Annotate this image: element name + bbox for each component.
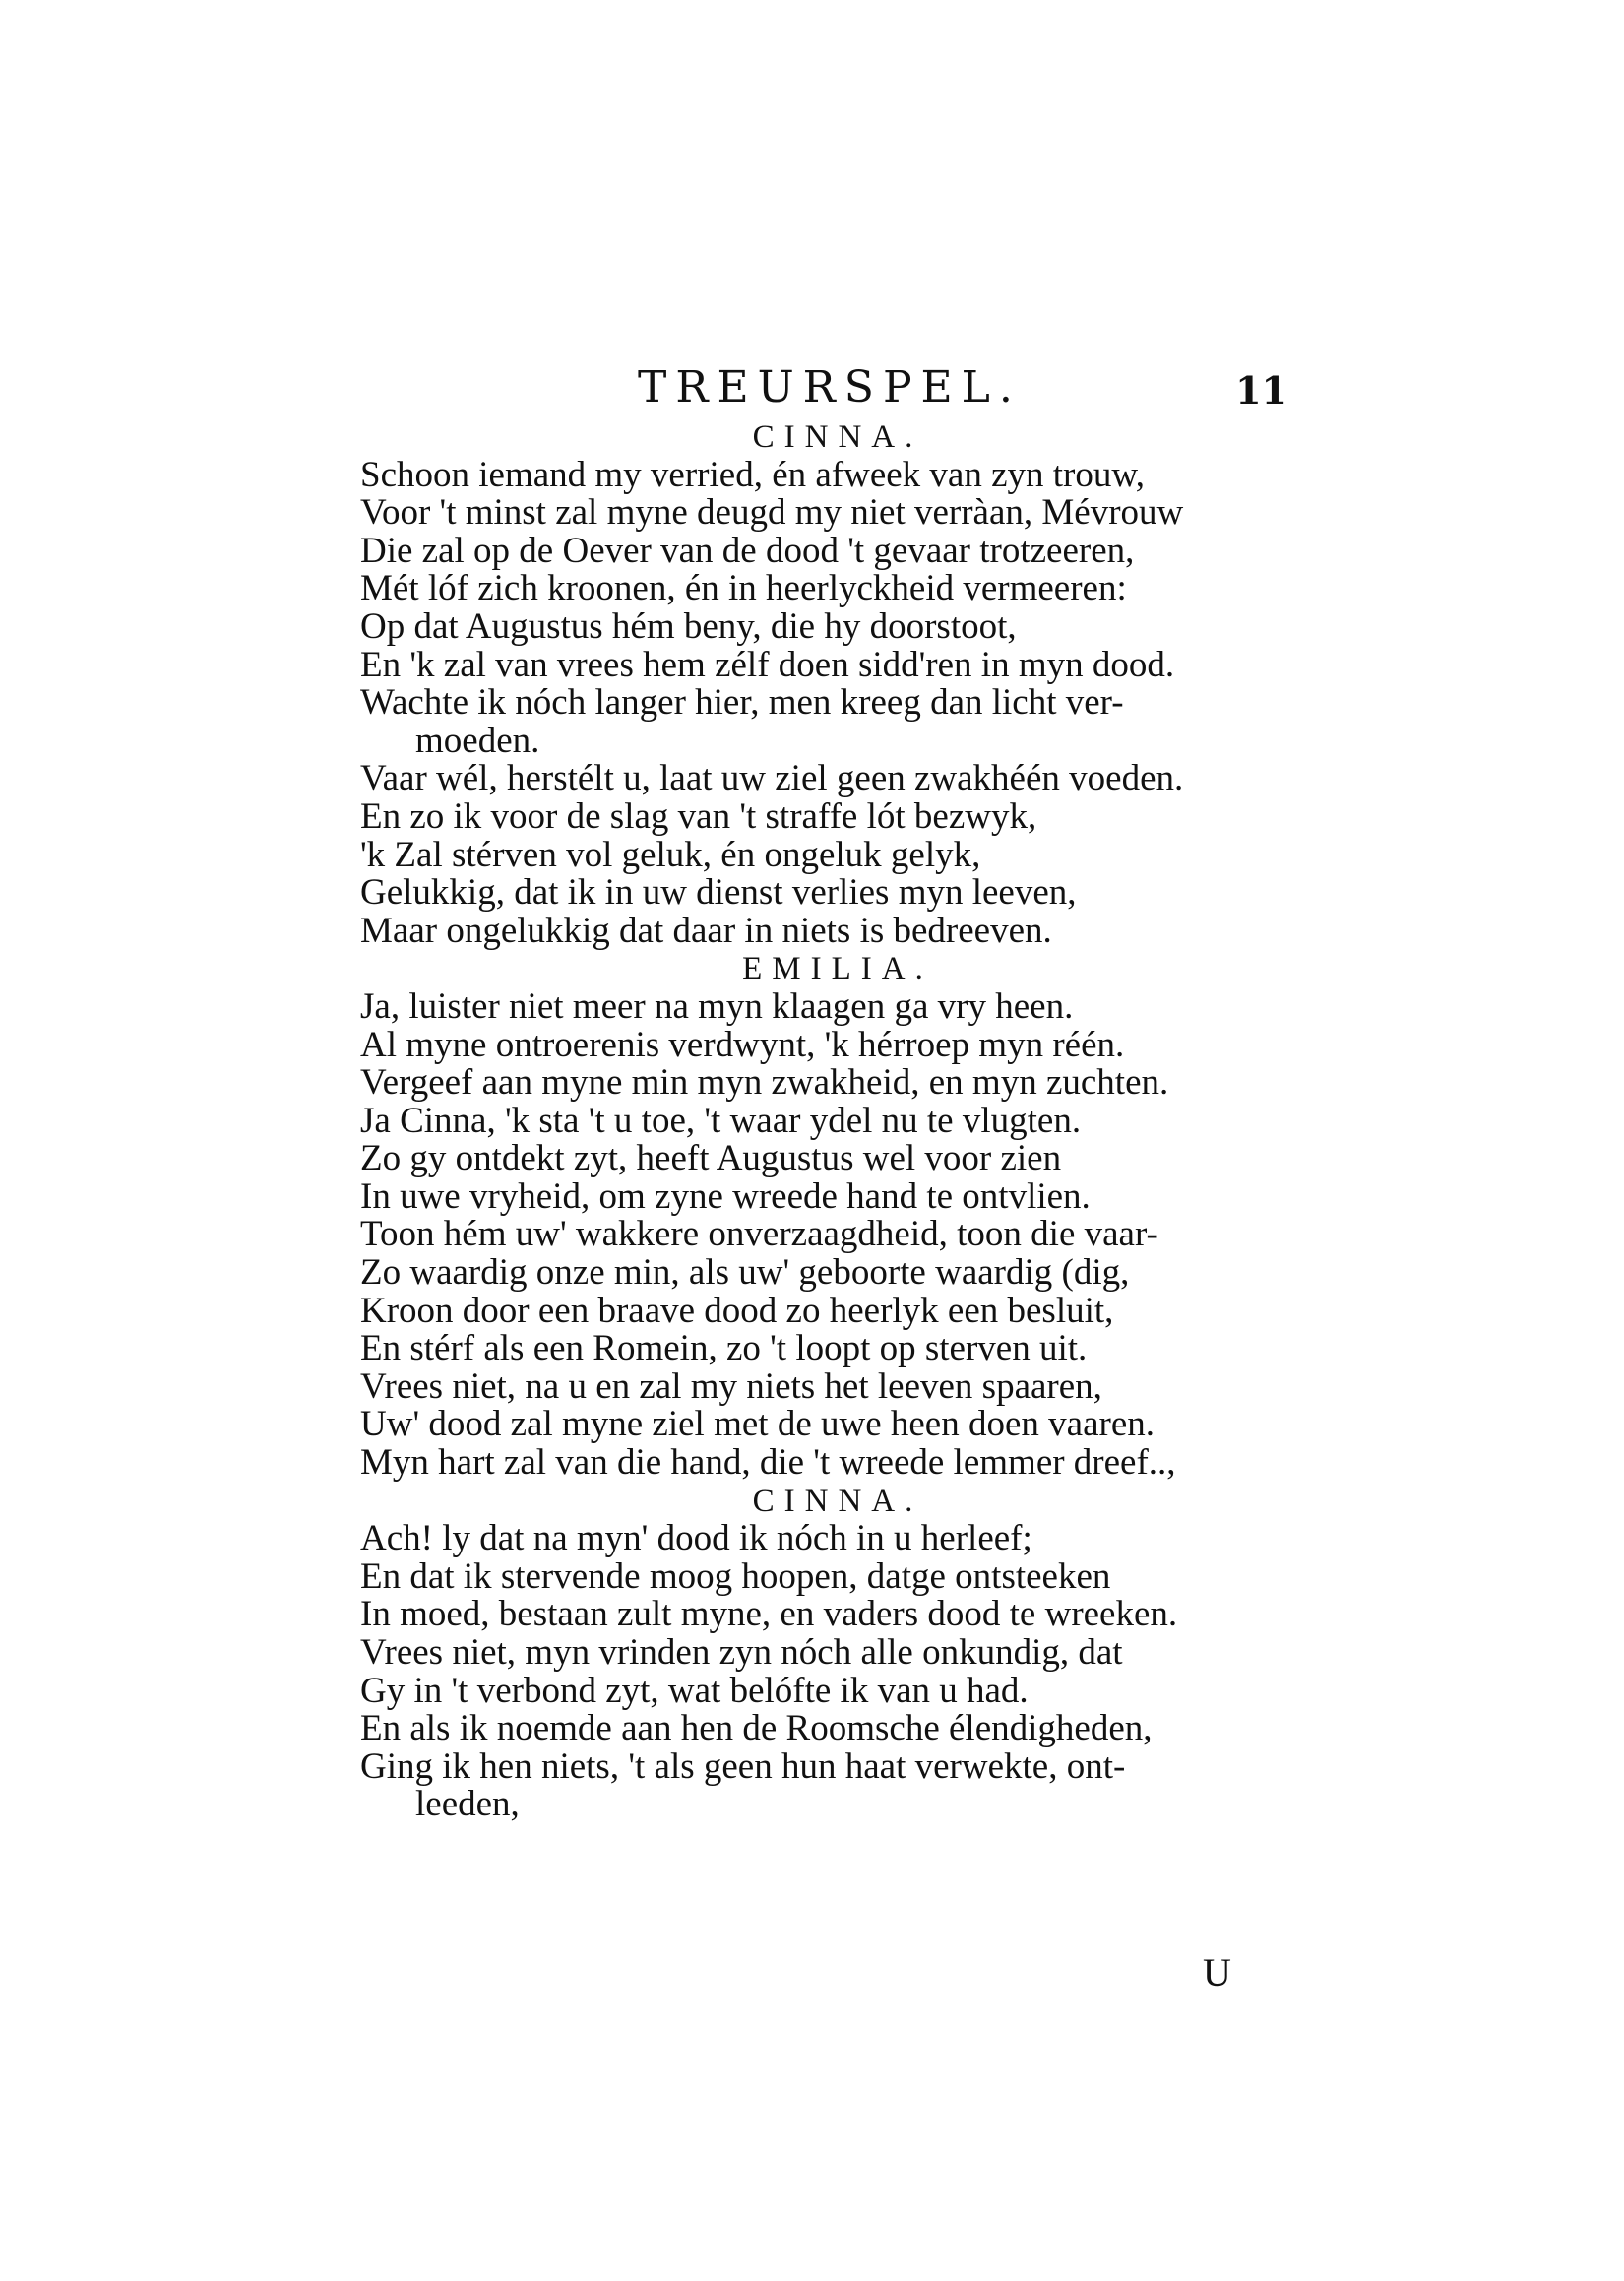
verse-line: leeden,	[415, 1784, 520, 1825]
verse-line: Kroon door een braave dood zo heerlyk een besluit,	[360, 1290, 1114, 1331]
verse-line: En zo ik voor de slag van 't straffe lót bezwyk,	[360, 795, 1037, 837]
verse-line: Maar ongelukkig dat daar in niets is bedreeven.	[360, 910, 1052, 951]
verse-line: Vrees niet, na u en zal my niets het leeven spaaren,	[360, 1365, 1102, 1407]
speaker-heading: CINNA.	[752, 419, 923, 455]
verse-line: En als ik noemde aan hen de Roomsche élendigheden,	[360, 1708, 1153, 1749]
verse-line: Vergeef aan myne min myn zwakheid, en myn zuchten.	[360, 1062, 1169, 1104]
verse-line: Wachte ik nóch langer hier, men kreeg dan licht ver-	[360, 682, 1124, 724]
verse-line: 'k Zal stérven vol geluk, én ongeluk gelyk,	[360, 834, 981, 875]
verse-line: Vaar wél, herstélt u, laat uw ziel geen zwakhéén voeden.	[360, 758, 1184, 799]
verse-line: En dat ik stervende moog hoopen, datge ontsteeken	[360, 1555, 1111, 1597]
play-text	[360, 418, 1295, 1824]
speaker-heading: CINNA.	[752, 1483, 923, 1519]
verse-line: Gy in 't verbond zyt, wat belófte ik van u had.	[360, 1670, 1029, 1711]
verse-line: Al myne ontroerenis verdwynt, 'k hérroep myn réén.	[360, 1024, 1125, 1065]
verse-line: Gelukkig, dat ik in uw dienst verlies myn leeven,	[360, 872, 1077, 914]
verse-line: Uw' dood zal myne ziel met de uwe heen doen vaaren.	[360, 1404, 1155, 1445]
verse-line: Ja Cinna, 'k sta 't u toe, 't waar ydel nu te vlugten.	[360, 1100, 1082, 1141]
verse-line: In uwe vryheid, om zyne wreede hand te ontvlien.	[360, 1175, 1091, 1217]
verse-line: Zo waardig onze min, als uw' geboorte waardig (dig,	[360, 1252, 1130, 1294]
verse-line: En stérf als een Romein, zo 't loopt op sterven uit.	[360, 1328, 1088, 1369]
page-header	[638, 362, 1287, 425]
catchword: U	[1203, 1950, 1231, 1995]
verse-line: Toon hém uw' wakkere onverzaagdheid, toon die vaar-	[360, 1214, 1158, 1255]
verse-line: Mét lóf zich kroonen, én in heerlyckheid vermeeren:	[360, 568, 1127, 609]
page-number: 11	[1235, 368, 1287, 412]
verse-line: Ging ik hen niets, 't als geen hun haat verwekte, ont-	[360, 1745, 1126, 1787]
verse-line: moeden.	[415, 720, 540, 761]
verse-line: Ja, luister niet meer na myn klaagen ga vry heen.	[360, 985, 1074, 1027]
verse-line: Voor 't minst zal myne deugd my niet verràan, Mévrouw	[360, 492, 1184, 534]
verse-line: Myn hart zal van die hand, die 't wreede lemmer dreef..,	[360, 1442, 1176, 1484]
running-title: TREURSPEL.	[638, 362, 1022, 412]
verse-line: En 'k zal van vrees hem zélf doen sidd'ren in myn dood.	[360, 644, 1175, 685]
verse-line: In moed, bestaan zult myne, en vaders dood te wreeken.	[360, 1594, 1178, 1635]
speaker-heading: EMILIA.	[742, 951, 933, 987]
verse-line: Vrees niet, myn vrinden zyn nóch alle onkundig, dat	[360, 1632, 1123, 1673]
verse-line: Schoon iemand my verried, én afweek van zyn trouw,	[360, 454, 1145, 495]
verse-line: Op dat Augustus hém beny, die hy doorstoot,	[360, 605, 1017, 647]
verse-line: Die zal op de Oever van de dood 't gevaar trotzeeren,	[360, 530, 1135, 571]
verse-line: Zo gy ontdekt zyt, heeft Augustus wel voor zien	[360, 1138, 1062, 1179]
verse-line: Ach! ly dat na myn' dood ik nóch in u herleef;	[360, 1518, 1032, 1559]
